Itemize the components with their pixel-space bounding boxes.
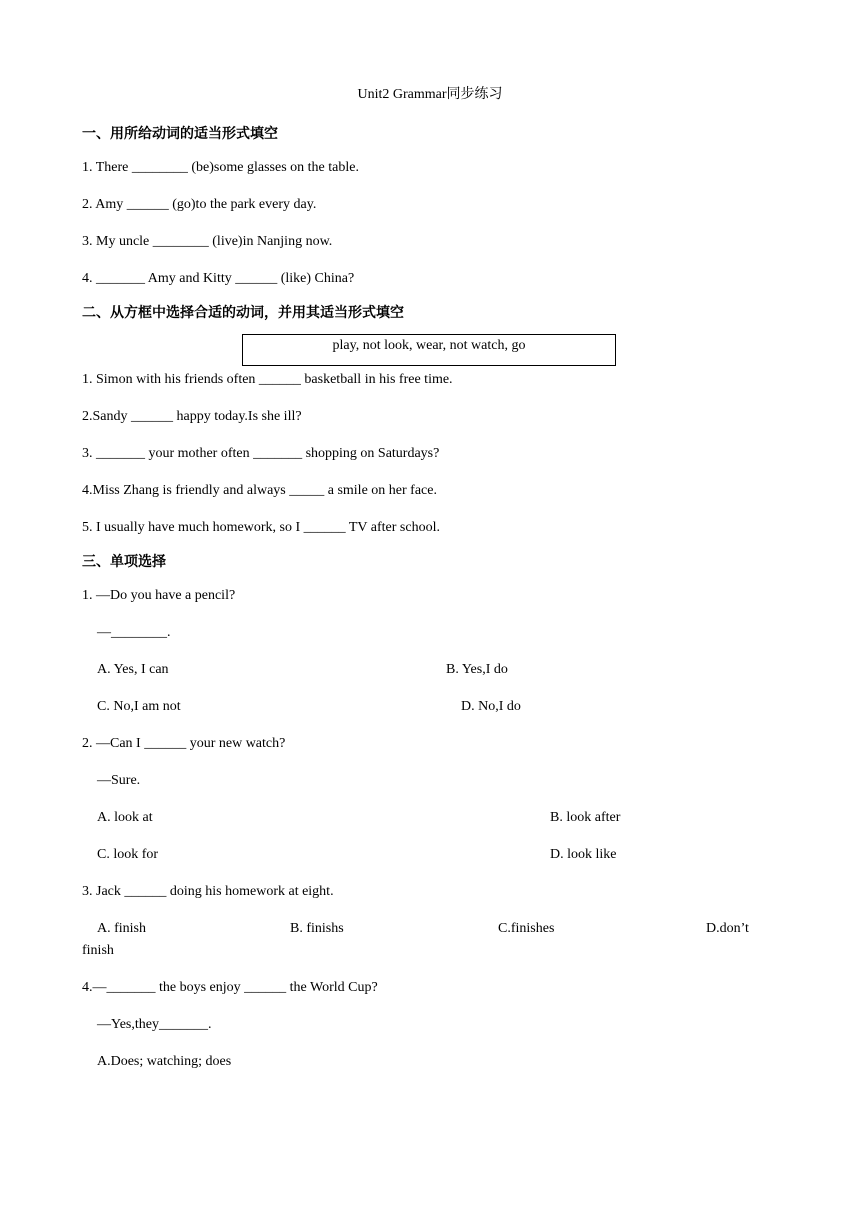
option-3-3-d: D.don’t bbox=[706, 921, 749, 936]
question-2-2: 2.Sandy ______ happy today.Is she ill? bbox=[82, 409, 302, 424]
option-3-1-c: C. No,I am not bbox=[97, 699, 181, 714]
option-3-1-a: A. Yes, I can bbox=[97, 662, 169, 677]
question-3-4-reply: —Yes,they_______. bbox=[97, 1017, 212, 1032]
question-1-3: 3. My uncle ________ (live)in Nanjing now. bbox=[82, 234, 333, 249]
question-3-4-stem: 4.—_______ the boys enjoy ______ the World Cup? bbox=[82, 980, 378, 995]
option-3-1-d: D. No,I do bbox=[461, 699, 521, 714]
question-3-3-stem: 3. Jack ______ doing his homework at eight. bbox=[82, 884, 334, 899]
section-heading-1: 一、用所给动词的适当形式填空 bbox=[82, 126, 278, 142]
option-3-2-d: D. look like bbox=[550, 847, 617, 862]
question-2-3: 3. _______ your mother often _______ shopping on Saturdays? bbox=[82, 446, 440, 461]
question-1-1: 1. There ________ (be)some glasses on the table. bbox=[82, 160, 359, 175]
section-heading-3: 三、单项选择 bbox=[82, 554, 166, 570]
option-3-2-b: B. look after bbox=[550, 810, 621, 825]
question-2-4: 4.Miss Zhang is friendly and always _____ a smile on her face. bbox=[82, 483, 437, 498]
option-3-2-a: A. look at bbox=[97, 810, 153, 825]
option-3-3-a: A. finish bbox=[97, 921, 146, 936]
question-3-1-stem: 1. —Do you have a pencil? bbox=[82, 588, 236, 603]
page-title: Unit2 Grammar同步练习 bbox=[357, 87, 503, 102]
section-heading-2: 二、从方框中选择合适的动词，并用其适当形式填空 bbox=[82, 305, 404, 321]
question-3-2-stem: 2. —Can I ______ your new watch? bbox=[82, 736, 286, 751]
question-3-1-reply: —________. bbox=[97, 625, 171, 640]
question-1-4: 4. _______ Amy and Kitty ______ (like) China? bbox=[82, 271, 355, 286]
question-2-1: 1. Simon with his friends often ______ basketball in his free time. bbox=[82, 372, 453, 387]
option-3-3-c: C.finishes bbox=[498, 921, 555, 936]
option-3-4-a: A.Does; watching; does bbox=[97, 1054, 232, 1069]
word-box: play, not look, wear, not watch, go bbox=[242, 334, 616, 366]
option-3-1-b: B. Yes,I do bbox=[446, 662, 508, 677]
option-3-3-d-wrap: finish bbox=[82, 943, 114, 958]
option-3-3-b: B. finishs bbox=[290, 921, 344, 936]
question-2-5: 5. I usually have much homework, so I ______ TV after school. bbox=[82, 520, 440, 535]
question-1-2: 2. Amy ______ (go)to the park every day. bbox=[82, 197, 317, 212]
question-3-2-reply: —Sure. bbox=[97, 773, 141, 788]
option-3-2-c: C. look for bbox=[97, 847, 159, 862]
